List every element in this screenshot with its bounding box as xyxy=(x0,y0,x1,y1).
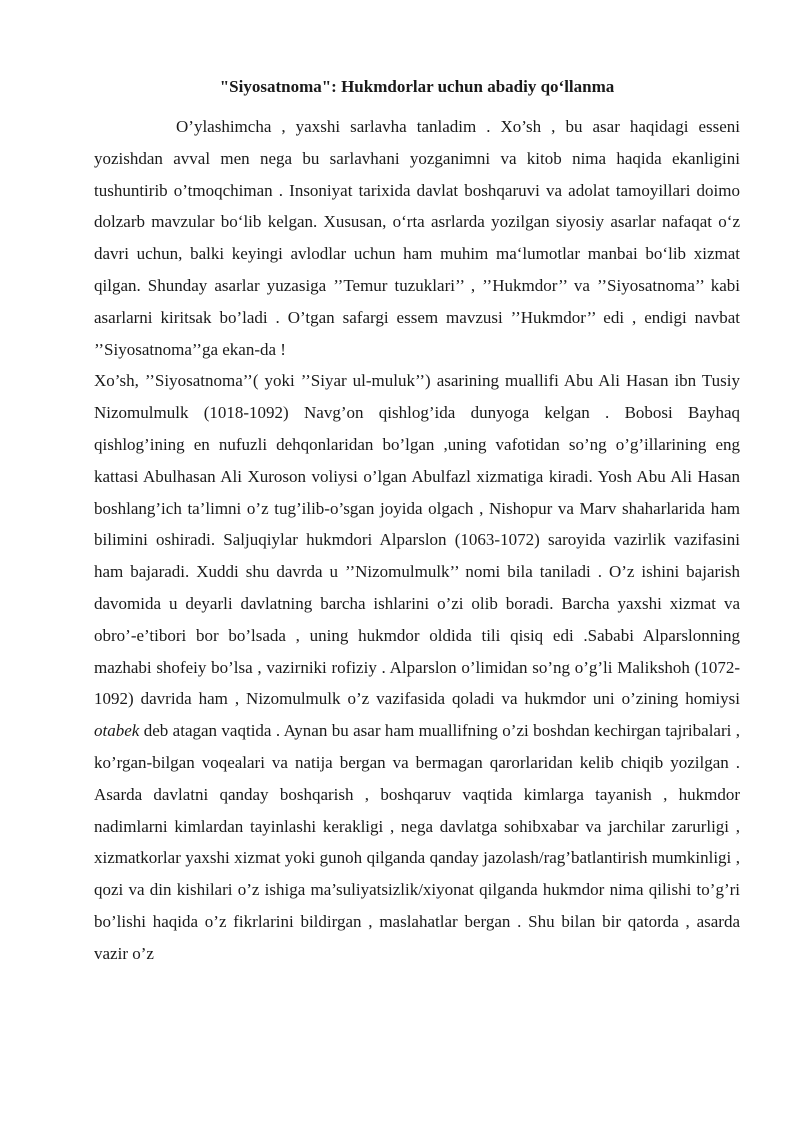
document-page xyxy=(94,0,740,970)
document-title: "Siyosatnoma": Hukmdorlar uchun abadiy qo‘llanma xyxy=(219,77,615,96)
paragraph xyxy=(94,365,740,969)
paragraph-text: deb atagan vaqtida . Aynan bu asar ham muallifning o’zi boshdan kechirgan tajribalari , ko’rgan-bilgan voqealari va natija bergan va bermagan qarorlaridan kelib chiqib yozilgan . Asarda davlatni qanday boshqarish , boshqaruv vaqtida kimlarga tayanish , hukmdor nadimlarni kimlardan tayinlashi kerakligi , nega davlatga sohibxabar va jarchilar zarurligi , xizmatkorlar yaxshi xizmat yoki gunoh qilganda qanday jazolash/rag’batlantirish mumkinligi , qozi va din kishilari o’z ishiga ma’suliyatsizlik/xiyonat qilganda hukmdor nima qilishi to’g’ri bo’lishi haqida o’z fikrlarini bildirgan , maslahatlar bergan . Shu bilan bir qatorda , asarda vazir o’z xyxy=(94,721,741,963)
document-body xyxy=(94,111,740,970)
paragraph-text: Xo’sh, ’’Siyosatnoma’’( yoki ’’Siyar ul-muluk’’) asarining muallifi Abu Ali Hasan ibn Tusiy Nizomulmulk (1018-1092) Navg’on qishlog’ida dunyoga kelgan . Bobosi Bayhaq qishlog’ining en nufuzli dehqonlaridan bo’lgan ,uning vafotidan so’ng o’g’illarining eng kattasi Abulhasan Ali Xuroson voliysi o’lgan Abulfazl xizmatiga kiradi. Yosh Abu Ali Hasan boshlang’ich ta’limni o’z tug’ilib-o’sgan joyida olgach , Nishopur va Marv shaharlarida ham bilimini oshiradi. Saljuqiylar hukmdori Alparslon (1063-1072) saroyida vazirlik vazifasini ham bajaradi. Xuddi shu davrda u ’’Nizomulmulk’’ nomi bila taniladi . O’z ishini bajarish davomida u deyarli davlatning barcha ishlarini o’zi olib boradi. Barcha yaxshi xizmat va obro’-e’tibori bor bo’lsada , uning hukmdor oldida tili qisiq edi .Sababi Alparslonning mazhabi shofeiy bo’lsa , vazirniki rofiziy . Alparslon o’limidan so’ng o’g’li Malikshoh (1072-1092) davrida ham , Nizomulmulk o’z vazifasida qoladi va hukmdor uni o’zining homiysi xyxy=(94,371,740,709)
paragraph: O’ylashimcha , yaxshi sarlavha tanladim . Xo’sh , bu asar haqidagi esseni yozishdan avval men nega bu sarlavhani yozganimni va kitob nima haqida ekanligini tushuntirib o’tmoqchiman . Insoniyat tarixida davlat boshqaruvi va adolat tamoyillari doimo dolzarb mavzular bo‘lib kelgan. Xususan, o‘rta asrlarda yozilgan siyosiy asarlar nafaqat o‘z davri uchun, balki keyingi avlodlar uchun ham muhim ma‘lumotlar manbai bo‘lib xizmat qilgan. Shunday asarlar yuzasiga ’’Temur tuzuklari’’ , ’’Hukmdor’’ va ’’Siyosatnoma’’ kabi asarlarni kiritsak bo’ladi . O’tgan safargi essem mavzusi ’’Hukmdor’’ edi , endigi navbat ’’Siyosatnoma’’ga ekan-da ! xyxy=(94,117,740,359)
italic-term: otabek xyxy=(94,721,140,741)
